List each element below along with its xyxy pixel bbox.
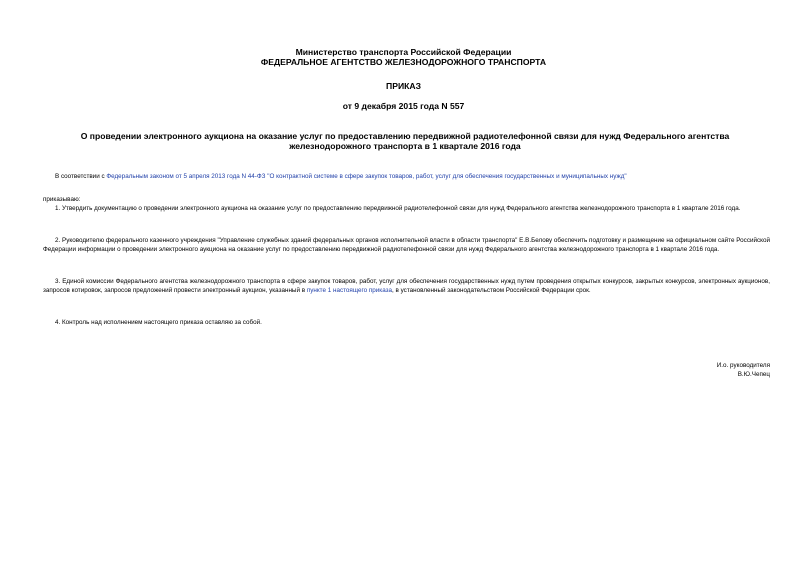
item-3 <box>43 277 770 295</box>
order-word: приказываю: <box>43 196 81 203</box>
document-date-number: от 9 декабря 2015 года N 557 <box>342 101 465 111</box>
item-1-reference-link[interactable]: пункте 1 настоящего приказа <box>306 287 393 294</box>
item-1: 1. Утвердить документацию о проведении электронного аукциона на оказание услуг по предоставлению передвижной радиотелефонной связи для нужд Федерального агентства железнодорожного транспорта в 1 квартале 2016 года. <box>55 205 741 212</box>
document-title: О проведении электронного аукциона на оказание услуг по предоставлению передвижной радиотелефонной связи для нужд Федерального агентства железнодорожного транспорта в 1 квартале 2016 года <box>80 131 730 151</box>
federal-law-link[interactable]: Федеральным законом от 5 апреля 2013 года N 44-ФЗ "О контрактной системе в сфере закупок товаров, работ, услуг для обеспечения государственных и муниципальных нужд" <box>106 173 627 180</box>
signature-name: В.Ю.Чепец <box>737 371 770 378</box>
item-3-text-end: , в установленный законодательством Российской Федерации срок. <box>392 287 591 294</box>
signature-position: И.о. руководителя <box>716 362 770 369</box>
preamble-text: В соответствии с <box>55 173 107 180</box>
item-3-text-start: 3. Единой комиссии Федерального агентства железнодорожного транспорта в сфере закупок товаров, работ, услуг для обеспечения государственных нужд путем проведения открытых конкурсов, закрытых конкурсов, электронных аукционов, запросов котировок, запросов предложений провести электронный аукцион, указанный в <box>43 278 770 294</box>
agency-name: ФЕДЕРАЛЬНОЕ АГЕНТСТВО ЖЕЛЕЗНОДОРОЖНОГО ТРАНСПОРТА <box>260 57 547 67</box>
preamble <box>43 172 770 181</box>
item-4: 4. Контроль над исполнением настоящего приказа оставляю за собой. <box>55 319 262 326</box>
document-type: ПРИКАЗ <box>386 81 421 91</box>
ministry-name: Министерство транспорта Российской Федерации <box>295 47 512 57</box>
item-2: 2. Руководителю федерального казенного учреждения "Управление служебных зданий федеральных органов исполнительной власти в области транспорта" Е.В.Белову обеспечить подготовку и размещение на официальном сайте Российской Федерации информации о проведении электронного аукциона на оказание услуг по предоставлению передвижной радиотелефонной связи для нужд Федерального агентства железнодорожного транспорта в 1 квартале 2016 года. <box>43 237 770 253</box>
